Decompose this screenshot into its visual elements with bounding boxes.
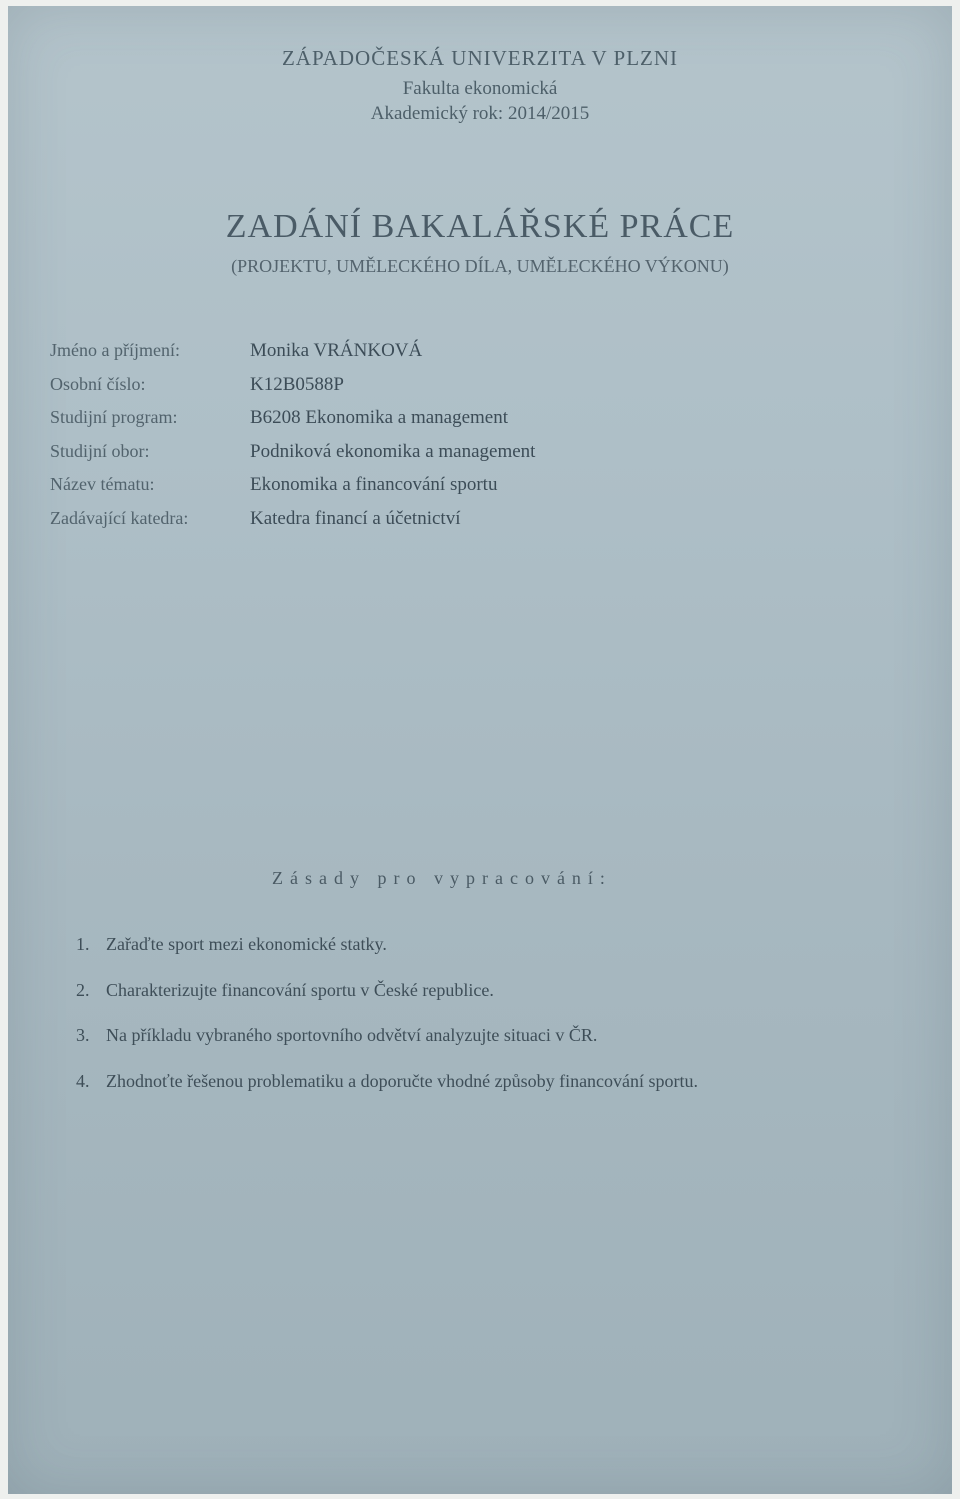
student-info-table — [50, 340, 535, 541]
info-row-program — [50, 407, 535, 441]
rules-list — [76, 934, 698, 1116]
info-label: Studijní program: — [50, 407, 178, 427]
rule-number: 1. — [76, 934, 90, 954]
university-name: ZÁPADOČESKÁ UNIVERZITA V PLZNI — [281, 46, 679, 70]
info-value: B6208 Ekonomika a management — [250, 407, 509, 428]
list-item — [76, 1071, 698, 1117]
info-value: Monika VRÁNKOVÁ — [250, 340, 423, 361]
info-label: Studijní obor: — [50, 440, 150, 461]
info-label: Osobní číslo: — [50, 373, 146, 394]
info-row-topic — [50, 474, 535, 508]
list-item — [76, 980, 698, 1026]
document-subtitle: (PROJEKTU, UMĚLECKÉHO DÍLA, UMĚLECKÉHO VÝKONU) — [231, 256, 729, 276]
rule-number: 2. — [76, 979, 90, 1000]
info-value: Ekonomika a financování sportu — [250, 474, 498, 495]
document-title: ZADÁNÍ BAKALÁŘSKÉ PRÁCE — [225, 208, 735, 245]
list-item — [76, 934, 698, 980]
info-row-personal-number — [50, 374, 535, 408]
info-label: Název tématu: — [50, 474, 155, 494]
info-row-department — [50, 508, 535, 542]
rule-number: 4. — [76, 1070, 90, 1091]
rule-text: Charakterizujte financování sportu v České republice. — [106, 979, 494, 1000]
info-row-field — [50, 441, 535, 475]
rule-number: 3. — [76, 1025, 90, 1045]
info-label: Jméno a příjmení: — [50, 340, 180, 360]
rule-text: Zhodnoťte řešenou problematiku a doporučte vhodné způsoby financování sportu. — [106, 1070, 699, 1091]
info-value: Podniková ekonomika a management — [250, 440, 536, 462]
info-value: Katedra financí a účetnictví — [250, 507, 461, 529]
rule-text: Na příkladu vybraného sportovního odvětví analyzujte situaci v ČR. — [106, 1025, 598, 1045]
list-item — [76, 1025, 698, 1071]
info-row-name — [50, 340, 535, 374]
info-value: K12B0588P — [250, 373, 344, 395]
info-label: Zadávající katedra: — [50, 507, 189, 528]
rules-heading: Zásady pro vypracování: — [272, 868, 612, 888]
rule-text: Zařaďte sport mezi ekonomické statky. — [106, 934, 387, 954]
academic-year: Akademický rok: 2014/2015 — [370, 103, 590, 124]
faculty-name: Fakulta ekonomická — [402, 78, 558, 99]
